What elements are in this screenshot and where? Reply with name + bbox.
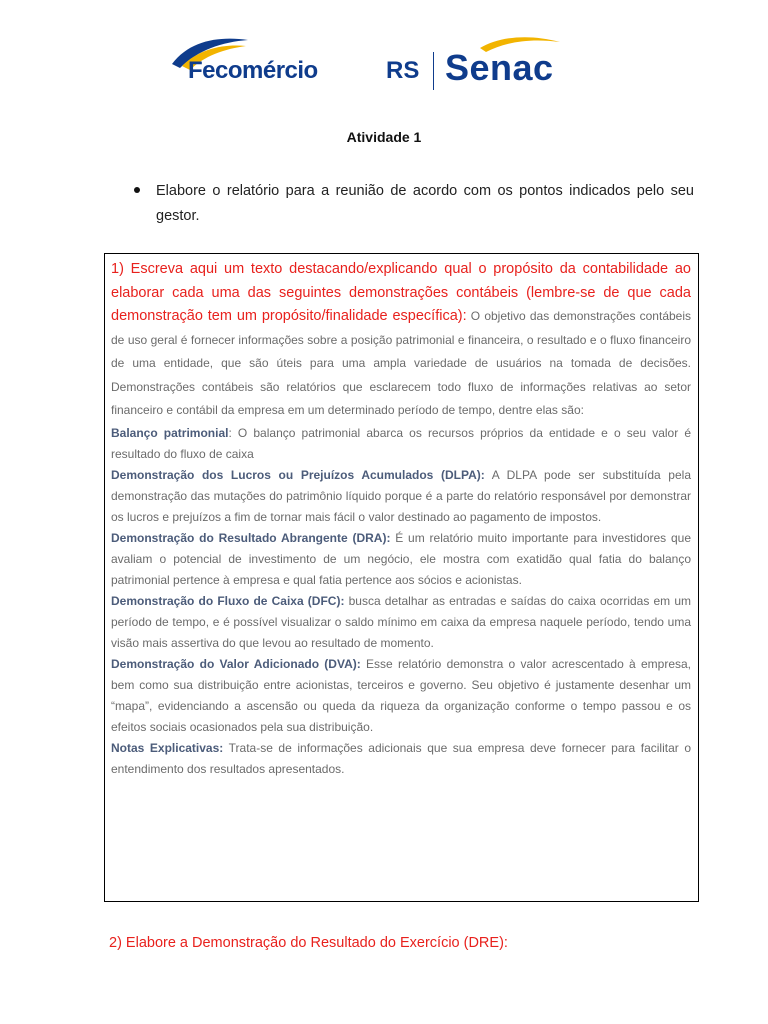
- answer-intro: O objetivo das demonstrações contábeis de uso geral é fornecer informações sobre a posição patrimonial e financeira, o resultado e o fluxo financeiro de uma entidade, que são úteis para uma ampla variedade de usuários na tomada de decisões. Demonstrações contábeis são relatórios que esclarecem todo fluxo de informações relativas ao setor financeiro e contábil da empresa em um determinado período de tempo, dentre elas são:: [111, 309, 692, 417]
- question-1: [111, 258, 691, 423]
- page-title: Atividade 1: [346, 129, 422, 145]
- section-text: : O balanço patrimonial abarca os recursos próprios da entidade e o seu valor é resultado do fluxo de caixa: [111, 425, 691, 461]
- section-text: Trata-se de informações adicionais que sua empresa deve fornecer para facilitar o entendimento dos resultados apresentados.: [111, 740, 691, 776]
- header-logo: [170, 34, 560, 92]
- section-text: A DLPA pode ser substituída pela demonstração das mutações do patrimônio líquido porque é a parte do relatório responsável por demonstrar os lucros e prejuízos a fim de tornar mais fácil o valor destinado ao pagamento de impostos.: [111, 467, 691, 524]
- section-term: Demonstração do Fluxo de Caixa (DFC):: [111, 593, 345, 608]
- question-1-text: 1) Escreva aqui um texto destacando/explicando qual o propósito da contabilidade ao elaborar cada uma das seguintes demonstrações contábeis (lembre-se de que cada demonstração tem um propósito/finalidade específica):: [111, 261, 691, 324]
- section-term: Demonstração do Resultado Abrangente (DRA):: [111, 530, 391, 545]
- section-dva: [111, 654, 691, 738]
- section-balanco: [111, 423, 691, 465]
- question-2: 2) Elabore a Demonstração do Resultado do Exercício (DRE):: [109, 935, 508, 951]
- answer-content: [111, 258, 691, 780]
- section-text: busca detalhar as entradas e saídas do caixa ocorridas em um período de tempo, e é possível visualizar o saldo mínimo em caixa da empresa naquele período, tendo uma visão mais assertiva do que levou ao resultado de momento.: [111, 593, 691, 650]
- section-text: Esse relatório demonstra o valor acrescentado à empresa, bem como sua distribuição entre acionistas, terceiros e governo. Seu objetivo é justamente desenhar um “mapa”, evidenciando a ascensão ou queda da riqueza da organização conforme o tempo passou e os efeitos sociais ocasionados pela sua distribuição.: [111, 656, 692, 734]
- section-term: Notas Explicativas:: [111, 740, 224, 755]
- section-text: É um relatório muito importante para investidores que avaliam o potencial de investimento de um negócio, ele mostra com exatidão qual fatia do balanço patrimonial pertence à empresa e qual fatia pertence aos sócios e acionistas.: [111, 530, 691, 587]
- section-dlpa: [111, 465, 691, 528]
- brand-fecomercio: Fecomércio: [188, 57, 318, 84]
- section-term: Demonstração dos Lucros ou Prejuízos Acumulados (DLPA):: [111, 467, 485, 482]
- logo-divider: [433, 52, 434, 90]
- answer-box: [104, 253, 699, 902]
- section-dra: [111, 528, 691, 591]
- bullet-icon: [134, 187, 140, 193]
- section-term: Balanço patrimonial: [111, 425, 229, 440]
- section-dfc: [111, 591, 691, 654]
- instruction-text: Elabore o relatório para a reunião de acordo com os pontos indicados pelo seu gestor.: [156, 183, 694, 224]
- brand-senac: Senac: [445, 47, 554, 88]
- section-notas: [111, 738, 691, 780]
- brand-rs: RS: [386, 57, 420, 84]
- section-term: Demonstração do Valor Adicionado (DVA):: [111, 656, 361, 671]
